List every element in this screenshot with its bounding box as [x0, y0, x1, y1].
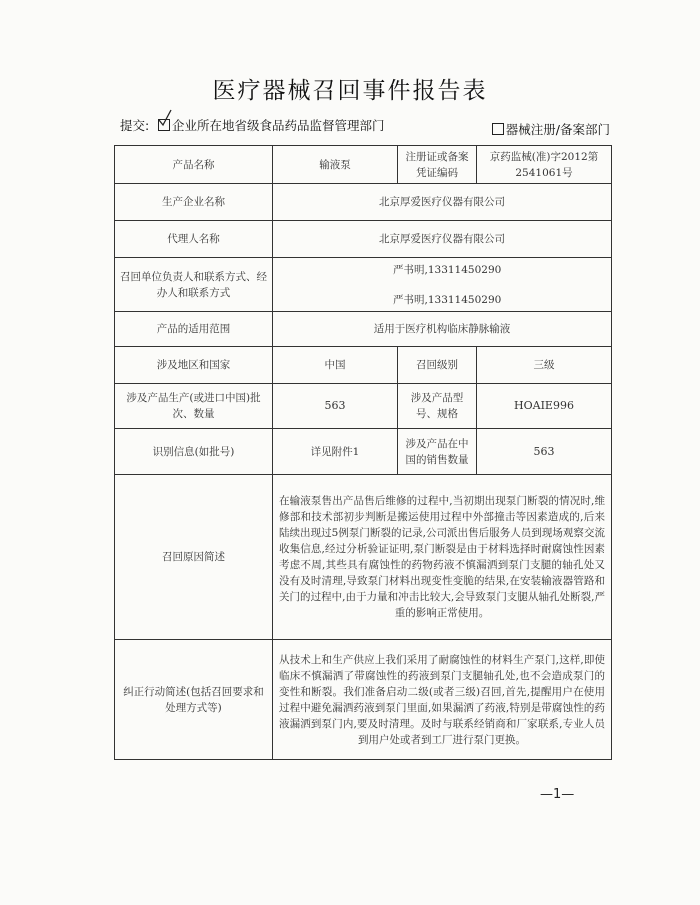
reg-no-label: 注册证或备案凭证编码 — [398, 146, 477, 184]
agent-label: 代理人名称 — [115, 221, 273, 258]
table-row — [115, 429, 612, 475]
checkbox-provincial[interactable] — [158, 119, 170, 131]
page-title: 医疗器械召回事件报告表 — [212, 78, 488, 104]
model-label: 涉及产品型号、规格 — [398, 384, 477, 429]
option-provincial-label: 企业所在地省级食品药品监督管理部门 — [172, 118, 385, 133]
agent-value: 北京厚爱医疗仪器有限公司 — [273, 221, 612, 258]
region-label: 涉及地区和国家 — [115, 347, 273, 384]
table-row — [115, 640, 612, 760]
table-row — [115, 475, 612, 640]
table-row — [115, 221, 612, 258]
recall-level-label: 召回级别 — [398, 347, 477, 384]
table-row — [115, 347, 612, 384]
option-registration-label: 器械注册/备案部门 — [505, 122, 610, 137]
reg-no-value: 京药监械(准)字2012第2541061号 — [477, 146, 612, 184]
action-text: 从技术上和生产供应上我们采用了耐腐蚀性的材料生产泵门,这样,即使临床不慎漏洒了带腐蚀性的药液到泵门支腿轴孔处,也不会造成泵门的变性和断裂。我们准备启动二级(或者三级)召回,首先,提醒用户在使用过程中避免漏洒药液到泵门里面,如果漏洒了药液,特别是带腐蚀性的药液漏洒到泵门内,要及时清理。及时与联系经销商和厂家联系,专业人员到用户处或者到工厂进行泵门更换。 — [273, 640, 612, 760]
recall-report-table — [114, 145, 612, 760]
table-row — [115, 312, 612, 347]
id-info-value: 详见附件1 — [273, 429, 398, 475]
option-provincial[interactable] — [158, 116, 385, 134]
checkmark-icon — [158, 109, 172, 127]
checkbox-registration[interactable] — [492, 123, 504, 135]
scope-value: 适用于医疗机构临床静脉输液 — [273, 312, 612, 347]
submit-label: 提交: — [120, 118, 150, 133]
recall-level-value: 三级 — [477, 347, 612, 384]
product-name-value: 输液泵 — [273, 146, 398, 184]
sales-value: 563 — [477, 429, 612, 475]
contact-value — [273, 258, 612, 312]
table-row — [115, 384, 612, 429]
table-row — [115, 258, 612, 312]
submit-options — [120, 114, 610, 137]
contact-label: 召回单位负责人和联系方式、经办人和联系方式 — [115, 258, 273, 312]
sales-label: 涉及产品在中国的销售数量 — [398, 429, 477, 475]
reason-label: 召回原因简述 — [115, 475, 273, 640]
model-value: HOAIE996 — [477, 384, 612, 429]
batch-value: 563 — [273, 384, 398, 429]
region-value: 中国 — [273, 347, 398, 384]
id-info-label: 识别信息(如批号) — [115, 429, 273, 475]
manufacturer-value: 北京厚爱医疗仪器有限公司 — [273, 184, 612, 221]
manufacturer-label: 生产企业名称 — [115, 184, 273, 221]
scope-label: 产品的适用范围 — [115, 312, 273, 347]
batch-label: 涉及产品生产(或进口中国)批次、数量 — [115, 384, 273, 429]
table-row — [115, 146, 612, 184]
contact-handler: 严书明,13311450290 — [393, 293, 502, 306]
table-row — [115, 184, 612, 221]
contact-responsible: 严书明,13311450290 — [393, 263, 502, 276]
page-number: —1— — [540, 787, 575, 802]
option-registration[interactable] — [492, 120, 610, 138]
action-label: 纠正行动简述(包括召回要求和处理方式等) — [115, 640, 273, 760]
product-name-label: 产品名称 — [115, 146, 273, 184]
reason-text: 在输液泵售出产品售后维修的过程中,当初期出现泵门断裂的情况时,维修部和技术部初步判断是搬运使用过程中外部撞击等因素造成的,后来陆续出现过5例泵门断裂的记录,公司派出售后服务人员到现场观察交流收集信息,经过分析验证证明,泵门断裂是由于材料选择时耐腐蚀性因素考虑不周,其些具有腐蚀性的药物药液不慎漏洒到泵门支腿的轴孔处又没有及时清理,导致泵门材料出现变性变脆的结果,在安装输液器管路和关门的过程中,由于力量和冲击比较大,会导致泵门支腿从轴孔处断裂,严重的影响正常使用。 — [273, 475, 612, 640]
